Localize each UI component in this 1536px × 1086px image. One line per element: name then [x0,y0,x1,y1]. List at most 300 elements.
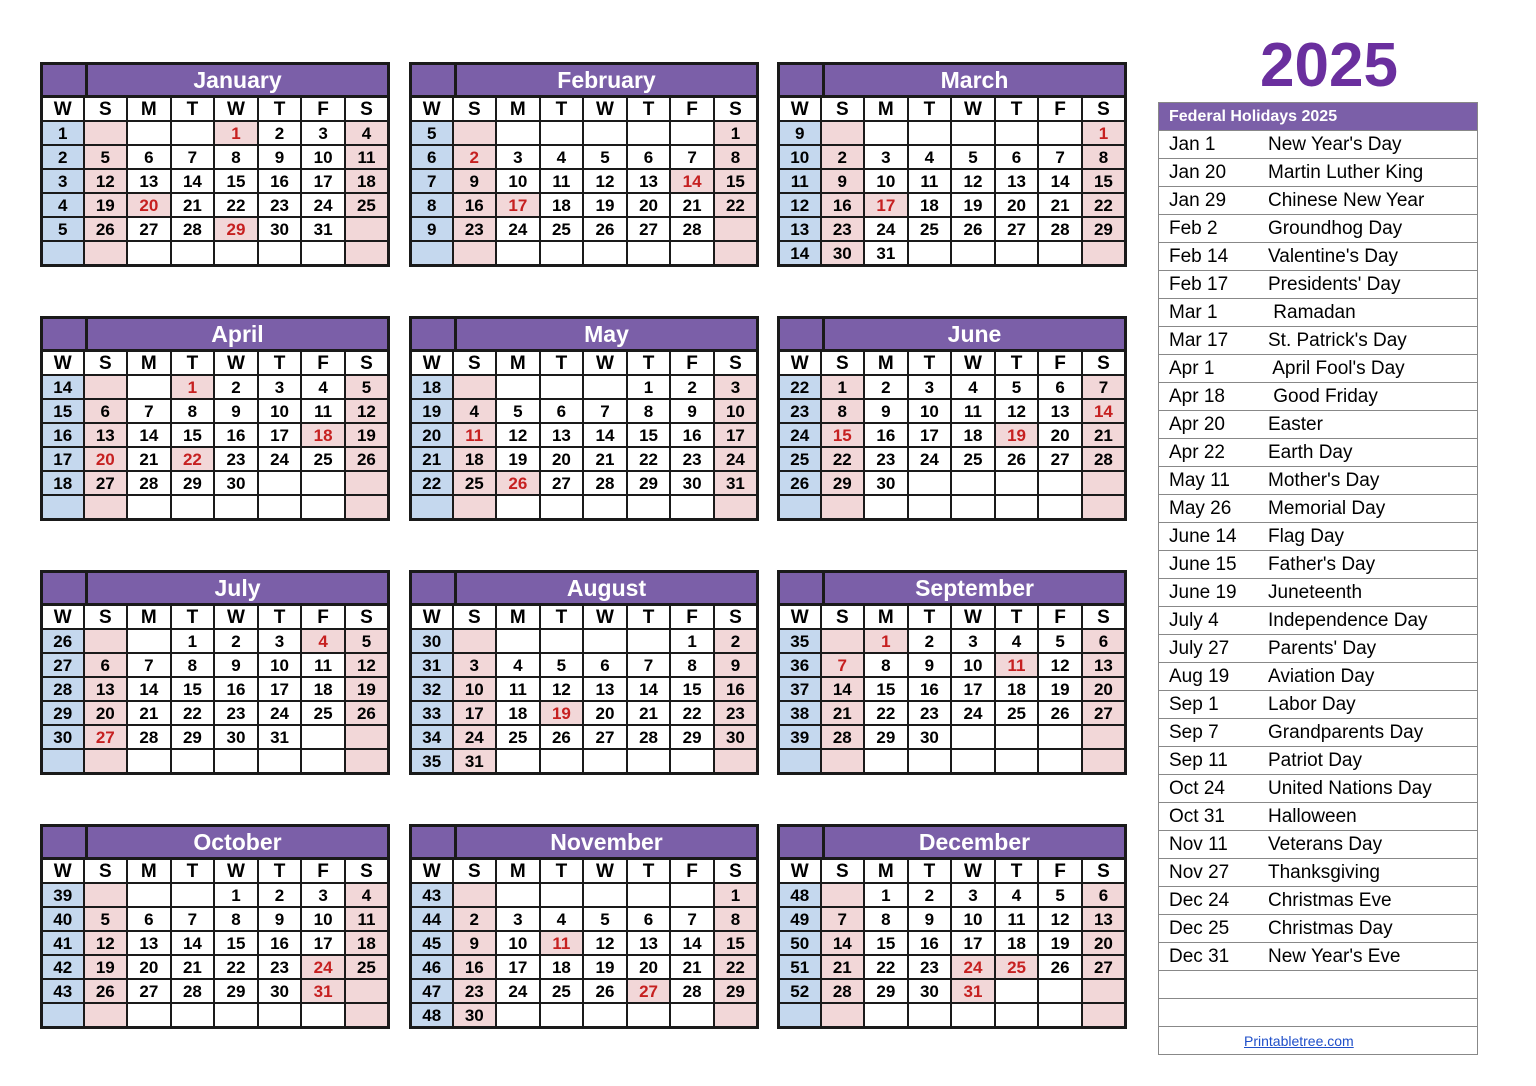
day-cell: 9 [908,907,952,931]
week-row [779,121,1126,145]
holidays-list [1159,131,1477,1054]
day-cell: 23 [214,447,258,471]
week-row [779,701,1126,725]
month-name: November [457,827,756,857]
day-cell: 31 [453,749,497,774]
day-cell: 23 [258,955,302,979]
day-cell: 20 [127,955,171,979]
weekday-header: S [714,97,758,122]
month-days-table [777,349,1127,521]
weekday-header: M [864,351,908,376]
weekday-header: M [864,97,908,122]
day-cell: 9 [214,653,258,677]
day-cell: 31 [301,217,345,241]
day-cell: 16 [453,193,497,217]
empty-day-cell [670,495,714,520]
day-cell: 12 [995,399,1039,423]
empty-day-cell [540,883,584,907]
holiday-row [1159,775,1477,803]
day-cell: 29 [171,471,215,495]
week-row [42,955,389,979]
holiday-row [1159,831,1477,859]
holiday-name: Christmas Day [1268,918,1393,939]
week-number [779,1003,821,1028]
day-cell: 13 [995,169,1039,193]
day-cell: 17 [714,423,758,447]
day-cell: 25 [540,217,584,241]
week-row [779,241,1126,266]
holiday-day-cell: 15 [821,423,865,447]
week-row [411,907,758,931]
holiday-date: Aug 19 [1169,666,1230,687]
weekday-header: M [496,351,540,376]
empty-day-cell [127,121,171,145]
day-cell: 21 [583,447,627,471]
week-number: 39 [42,883,84,907]
week-number: 16 [42,423,84,447]
holiday-row [1159,887,1477,915]
holiday-day-cell: 14 [1082,399,1126,423]
day-cell: 26 [583,979,627,1003]
holiday-name: Mother's Day [1268,470,1380,491]
day-cell: 23 [258,193,302,217]
day-cell: 7 [821,907,865,931]
day-cell: 12 [583,931,627,955]
holiday-date: June 15 [1169,554,1237,575]
week-row [779,955,1126,979]
day-cell: 27 [540,471,584,495]
week-number: 17 [42,447,84,471]
holiday-date: Feb 14 [1169,246,1229,267]
day-cell: 5 [951,145,995,169]
day-cell: 9 [453,931,497,955]
holiday-name: Patriot Day [1268,750,1362,771]
empty-day-cell [540,1003,584,1028]
empty-day-cell [301,471,345,495]
day-cell: 15 [171,423,215,447]
week-row [779,217,1126,241]
week-row [42,653,389,677]
week-number: 10 [779,145,821,169]
empty-day-cell [821,883,865,907]
holiday-row [1159,243,1477,271]
week-number: 51 [779,955,821,979]
day-cell: 16 [670,423,714,447]
holiday-row [1159,551,1477,579]
month-title-bar [40,824,390,857]
week-row [42,217,389,241]
empty-day-cell [583,629,627,653]
weekday-header: W [214,351,258,376]
day-cell: 18 [995,931,1039,955]
week-number-header: W [411,605,453,630]
week-row [411,979,758,1003]
day-cell: 3 [258,375,302,399]
day-cell: 29 [214,979,258,1003]
week-row [42,701,389,725]
day-cell: 23 [214,701,258,725]
week-number-header: W [42,605,84,630]
week-row [411,217,758,241]
day-cell: 30 [214,725,258,749]
day-cell: 13 [1082,653,1126,677]
holiday-name: Easter [1268,414,1323,435]
empty-day-cell [127,495,171,520]
empty-day-cell [670,241,714,266]
day-cell: 7 [627,653,671,677]
month-days-table [777,95,1127,267]
day-cell: 24 [496,217,540,241]
week-row [411,423,758,447]
empty-day-cell [995,121,1039,145]
week-row [42,495,389,520]
week-row [779,883,1126,907]
day-cell: 28 [127,725,171,749]
day-cell: 2 [214,375,258,399]
empty-day-cell [1038,725,1082,749]
month-june [777,316,1127,521]
empty-day-cell [583,121,627,145]
empty-day-cell [1082,1003,1126,1028]
day-cell: 22 [714,193,758,217]
day-cell: 15 [670,677,714,701]
day-cell: 12 [84,931,128,955]
weekday-header: W [583,351,627,376]
day-cell: 22 [214,955,258,979]
holiday-date: Nov 27 [1169,862,1230,883]
day-cell: 2 [908,883,952,907]
week-row [779,629,1126,653]
week-number: 44 [411,907,453,931]
empty-day-cell [345,495,389,520]
holiday-row [1159,327,1477,355]
week-number: 5 [42,217,84,241]
day-cell: 16 [821,193,865,217]
week-number: 6 [411,145,453,169]
day-cell: 29 [1082,217,1126,241]
day-cell: 9 [453,169,497,193]
weekday-header: S [714,859,758,884]
month-days-table [409,857,759,1029]
week-row [779,979,1126,1003]
week-row [42,1003,389,1028]
day-cell: 14 [127,423,171,447]
week-number-header: W [42,97,84,122]
week-number: 30 [42,725,84,749]
week-row [42,193,389,217]
week-row [779,495,1126,520]
day-cell: 25 [301,701,345,725]
day-cell: 1 [670,629,714,653]
empty-day-cell [171,495,215,520]
week-number-header: W [42,351,84,376]
day-cell: 2 [670,375,714,399]
weekday-header: W [214,605,258,630]
empty-day-cell [345,241,389,266]
day-cell: 3 [908,375,952,399]
day-cell: 31 [864,241,908,266]
holiday-day-cell: 19 [540,701,584,725]
week-number: 2 [42,145,84,169]
day-cell: 17 [496,955,540,979]
day-cell: 11 [345,145,389,169]
day-cell: 23 [908,955,952,979]
week-number: 48 [411,1003,453,1028]
holiday-day-cell: 11 [453,423,497,447]
empty-day-cell [714,749,758,774]
day-cell: 3 [951,629,995,653]
day-cell: 3 [864,145,908,169]
day-cell: 26 [1038,955,1082,979]
weekday-header: F [670,859,714,884]
day-cell: 5 [345,375,389,399]
day-cell: 1 [821,375,865,399]
day-cell: 6 [1082,629,1126,653]
month-name: January [88,65,387,95]
week-row [42,241,389,266]
weekday-header-row [411,97,758,122]
day-cell: 5 [1038,629,1082,653]
day-cell: 31 [258,725,302,749]
day-cell: 18 [908,193,952,217]
day-cell: 16 [908,677,952,701]
weekday-header: F [301,351,345,376]
week-row [411,883,758,907]
empty-day-cell [627,883,671,907]
day-cell: 17 [951,931,995,955]
day-cell: 8 [214,907,258,931]
week-row [42,979,389,1003]
day-cell: 1 [627,375,671,399]
day-cell: 15 [627,423,671,447]
week-number: 5 [411,121,453,145]
day-cell: 17 [258,423,302,447]
week-row [779,749,1126,774]
day-cell: 7 [171,907,215,931]
day-cell: 13 [84,677,128,701]
day-cell: 15 [864,931,908,955]
holiday-row [1159,355,1477,383]
empty-day-cell [908,1003,952,1028]
day-cell: 12 [951,169,995,193]
week-row [411,375,758,399]
day-cell: 23 [821,217,865,241]
week-number: 26 [42,629,84,653]
day-cell: 16 [714,677,758,701]
week-row [42,725,389,749]
day-cell: 18 [453,447,497,471]
weekday-header: T [995,351,1039,376]
holiday-row [1159,803,1477,831]
holiday-row [1159,747,1477,775]
day-cell: 21 [1038,193,1082,217]
month-name: October [88,827,387,857]
holiday-day-cell: 18 [301,423,345,447]
day-cell: 6 [540,399,584,423]
day-cell: 8 [627,399,671,423]
weekday-header: S [345,605,389,630]
weekday-header: T [540,859,584,884]
day-cell: 7 [670,145,714,169]
day-cell: 28 [171,979,215,1003]
day-cell: 27 [1082,955,1126,979]
day-cell: 13 [627,931,671,955]
week-number: 39 [779,725,821,749]
week-number [411,495,453,520]
empty-day-cell [627,241,671,266]
day-cell: 16 [258,169,302,193]
week-number: 4 [42,193,84,217]
empty-day-cell [214,1003,258,1028]
holiday-name: Martin Luther King [1268,162,1424,183]
empty-day-cell [453,241,497,266]
holiday-day-cell: 17 [496,193,540,217]
week-number: 12 [779,193,821,217]
day-cell: 3 [258,629,302,653]
holiday-date: Mar 1 [1169,302,1218,323]
week-number: 18 [411,375,453,399]
holiday-date: Apr 18 [1169,386,1225,407]
month-title-bar [777,62,1127,95]
day-cell: 14 [171,931,215,955]
month-days-table [777,603,1127,775]
day-cell: 17 [301,931,345,955]
empty-day-cell [627,629,671,653]
month-name: May [457,319,756,349]
day-cell: 19 [345,677,389,701]
empty-day-cell [670,883,714,907]
day-cell: 5 [583,145,627,169]
day-cell: 11 [995,907,1039,931]
day-cell: 20 [627,955,671,979]
day-cell: 5 [995,375,1039,399]
empty-day-cell [301,495,345,520]
month-days-table [40,857,390,1029]
holiday-day-cell: 31 [951,979,995,1003]
week-corner [43,827,88,857]
week-number: 28 [42,677,84,701]
day-cell: 24 [258,447,302,471]
weekday-header: W [951,859,995,884]
day-cell: 4 [908,145,952,169]
day-cell: 22 [714,955,758,979]
day-cell: 6 [627,145,671,169]
week-row [411,471,758,495]
month-days-table [40,95,390,267]
weekday-header: T [258,351,302,376]
holiday-date: Dec 24 [1169,890,1230,911]
week-row [779,931,1126,955]
day-cell: 16 [258,931,302,955]
weekday-header: T [995,605,1039,630]
holiday-date: May 26 [1169,498,1232,519]
month-title-bar [40,62,390,95]
empty-day-cell [951,749,995,774]
source-link[interactable]: Printabletree.com [1244,1033,1354,1049]
day-cell: 23 [864,447,908,471]
week-row [411,447,758,471]
empty-day-cell [453,495,497,520]
day-cell: 15 [1082,169,1126,193]
empty-day-cell [301,241,345,266]
weekday-header: S [1082,351,1126,376]
holiday-date: Dec 25 [1169,918,1230,939]
month-days-table [409,603,759,775]
month-days-table [409,349,759,521]
day-cell: 5 [1038,883,1082,907]
holiday-row [1159,215,1477,243]
weekday-header-row [42,859,389,884]
empty-day-cell [995,495,1039,520]
holiday-row [1159,467,1477,495]
week-number: 46 [411,955,453,979]
week-number: 18 [42,471,84,495]
day-cell: 12 [583,169,627,193]
weekday-header: S [345,351,389,376]
holiday-date: Oct 24 [1169,778,1225,799]
empty-day-cell [84,375,128,399]
empty-day-cell [127,1003,171,1028]
month-name: December [825,827,1124,857]
day-cell: 26 [345,701,389,725]
holiday-date: Sep 11 [1169,750,1228,771]
month-title-bar [777,316,1127,349]
day-cell: 20 [1038,423,1082,447]
day-cell: 25 [345,193,389,217]
week-corner [780,573,825,603]
weekday-header-row [42,351,389,376]
day-cell: 3 [496,907,540,931]
weekday-header-row [411,351,758,376]
weekday-header: W [214,859,258,884]
empty-day-cell [214,749,258,774]
week-corner [412,319,457,349]
day-cell: 3 [714,375,758,399]
holiday-day-cell: 19 [995,423,1039,447]
day-cell: 28 [171,217,215,241]
weekday-header: F [1038,97,1082,122]
empty-day-cell [1038,471,1082,495]
week-number [779,495,821,520]
day-cell: 5 [84,145,128,169]
holiday-day-cell: 29 [214,217,258,241]
day-cell: 7 [1082,375,1126,399]
holiday-date: June 19 [1169,582,1237,603]
day-cell: 29 [714,979,758,1003]
day-cell: 18 [540,955,584,979]
weekday-header: T [995,859,1039,884]
day-cell: 24 [496,979,540,1003]
day-cell: 9 [670,399,714,423]
day-cell: 10 [301,145,345,169]
day-cell: 6 [583,653,627,677]
empty-day-cell [995,471,1039,495]
week-number [42,495,84,520]
day-cell: 24 [453,725,497,749]
day-cell: 12 [84,169,128,193]
day-cell: 26 [583,217,627,241]
day-cell: 19 [1038,677,1082,701]
holiday-name: Flag Day [1268,526,1345,547]
weekday-header: T [540,605,584,630]
holiday-row [1159,579,1477,607]
day-cell: 30 [258,217,302,241]
week-number: 32 [411,677,453,701]
day-cell: 28 [583,471,627,495]
empty-day-cell [540,375,584,399]
day-cell: 8 [1082,145,1126,169]
week-number-header: W [411,351,453,376]
